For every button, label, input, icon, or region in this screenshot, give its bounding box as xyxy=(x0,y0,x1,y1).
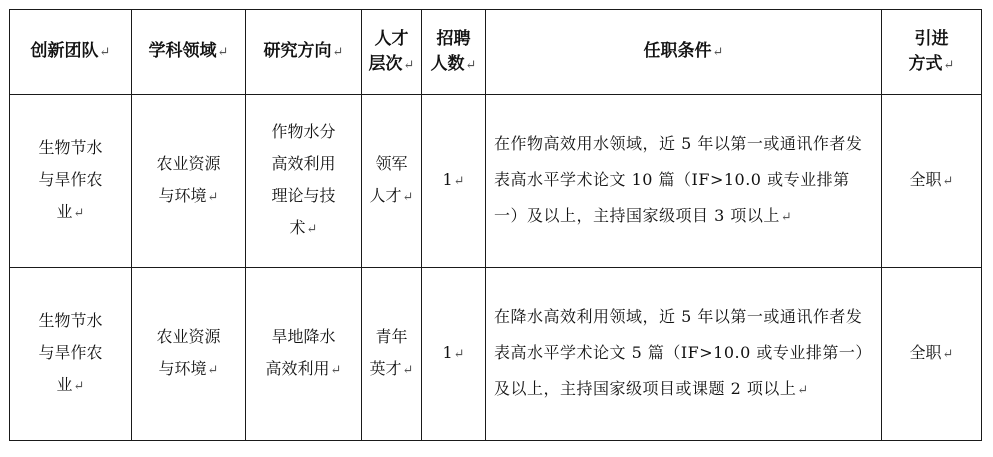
header-level: 人才 层次↵ xyxy=(362,10,422,95)
cell-count: 1↵ xyxy=(422,268,486,441)
cell-conditions: 在降水高效利用领域，近 5 年以第一或通讯作者发表高水平学术论文 5 篇（IF>10.0 或专业排第一）及以上，主持国家级项目或课题 2 项以上↵ xyxy=(486,268,882,441)
header-team: 创新团队↵ xyxy=(10,10,132,95)
header-row xyxy=(10,10,982,95)
cell-direction: 作物水分 高效利用 理论与技 术↵ xyxy=(246,95,362,268)
cell-level: 领军 人才↵ xyxy=(362,95,422,268)
table-row xyxy=(10,95,982,268)
cell-count: 1↵ xyxy=(422,95,486,268)
header-count: 招聘 人数↵ xyxy=(422,10,486,95)
cell-field: 农业资源 与环境↵ xyxy=(132,268,246,441)
cell-conditions: 在作物高效用水领域，近 5 年以第一或通讯作者发表高水平学术论文 10 篇（IF>10.0 或专业排第一）及以上，主持国家级项目 3 项以上↵ xyxy=(486,95,882,268)
cell-team: 生物节水 与旱作农 业↵ xyxy=(10,268,132,441)
cell-direction: 旱地降水 高效利用↵ xyxy=(246,268,362,441)
cell-field: 农业资源 与环境↵ xyxy=(132,95,246,268)
cell-mode: 全职↵ xyxy=(882,268,982,441)
header-conditions: 任职条件↵ xyxy=(486,10,882,95)
header-field: 学科领域↵ xyxy=(132,10,246,95)
cell-level: 青年 英才↵ xyxy=(362,268,422,441)
recruitment-table xyxy=(9,9,982,441)
table-row xyxy=(10,268,982,441)
header-mode: 引进 方式↵ xyxy=(882,10,982,95)
cell-team: 生物节水 与旱作农 业↵ xyxy=(10,95,132,268)
cell-mode: 全职↵ xyxy=(882,95,982,268)
header-direction: 研究方向↵ xyxy=(246,10,362,95)
